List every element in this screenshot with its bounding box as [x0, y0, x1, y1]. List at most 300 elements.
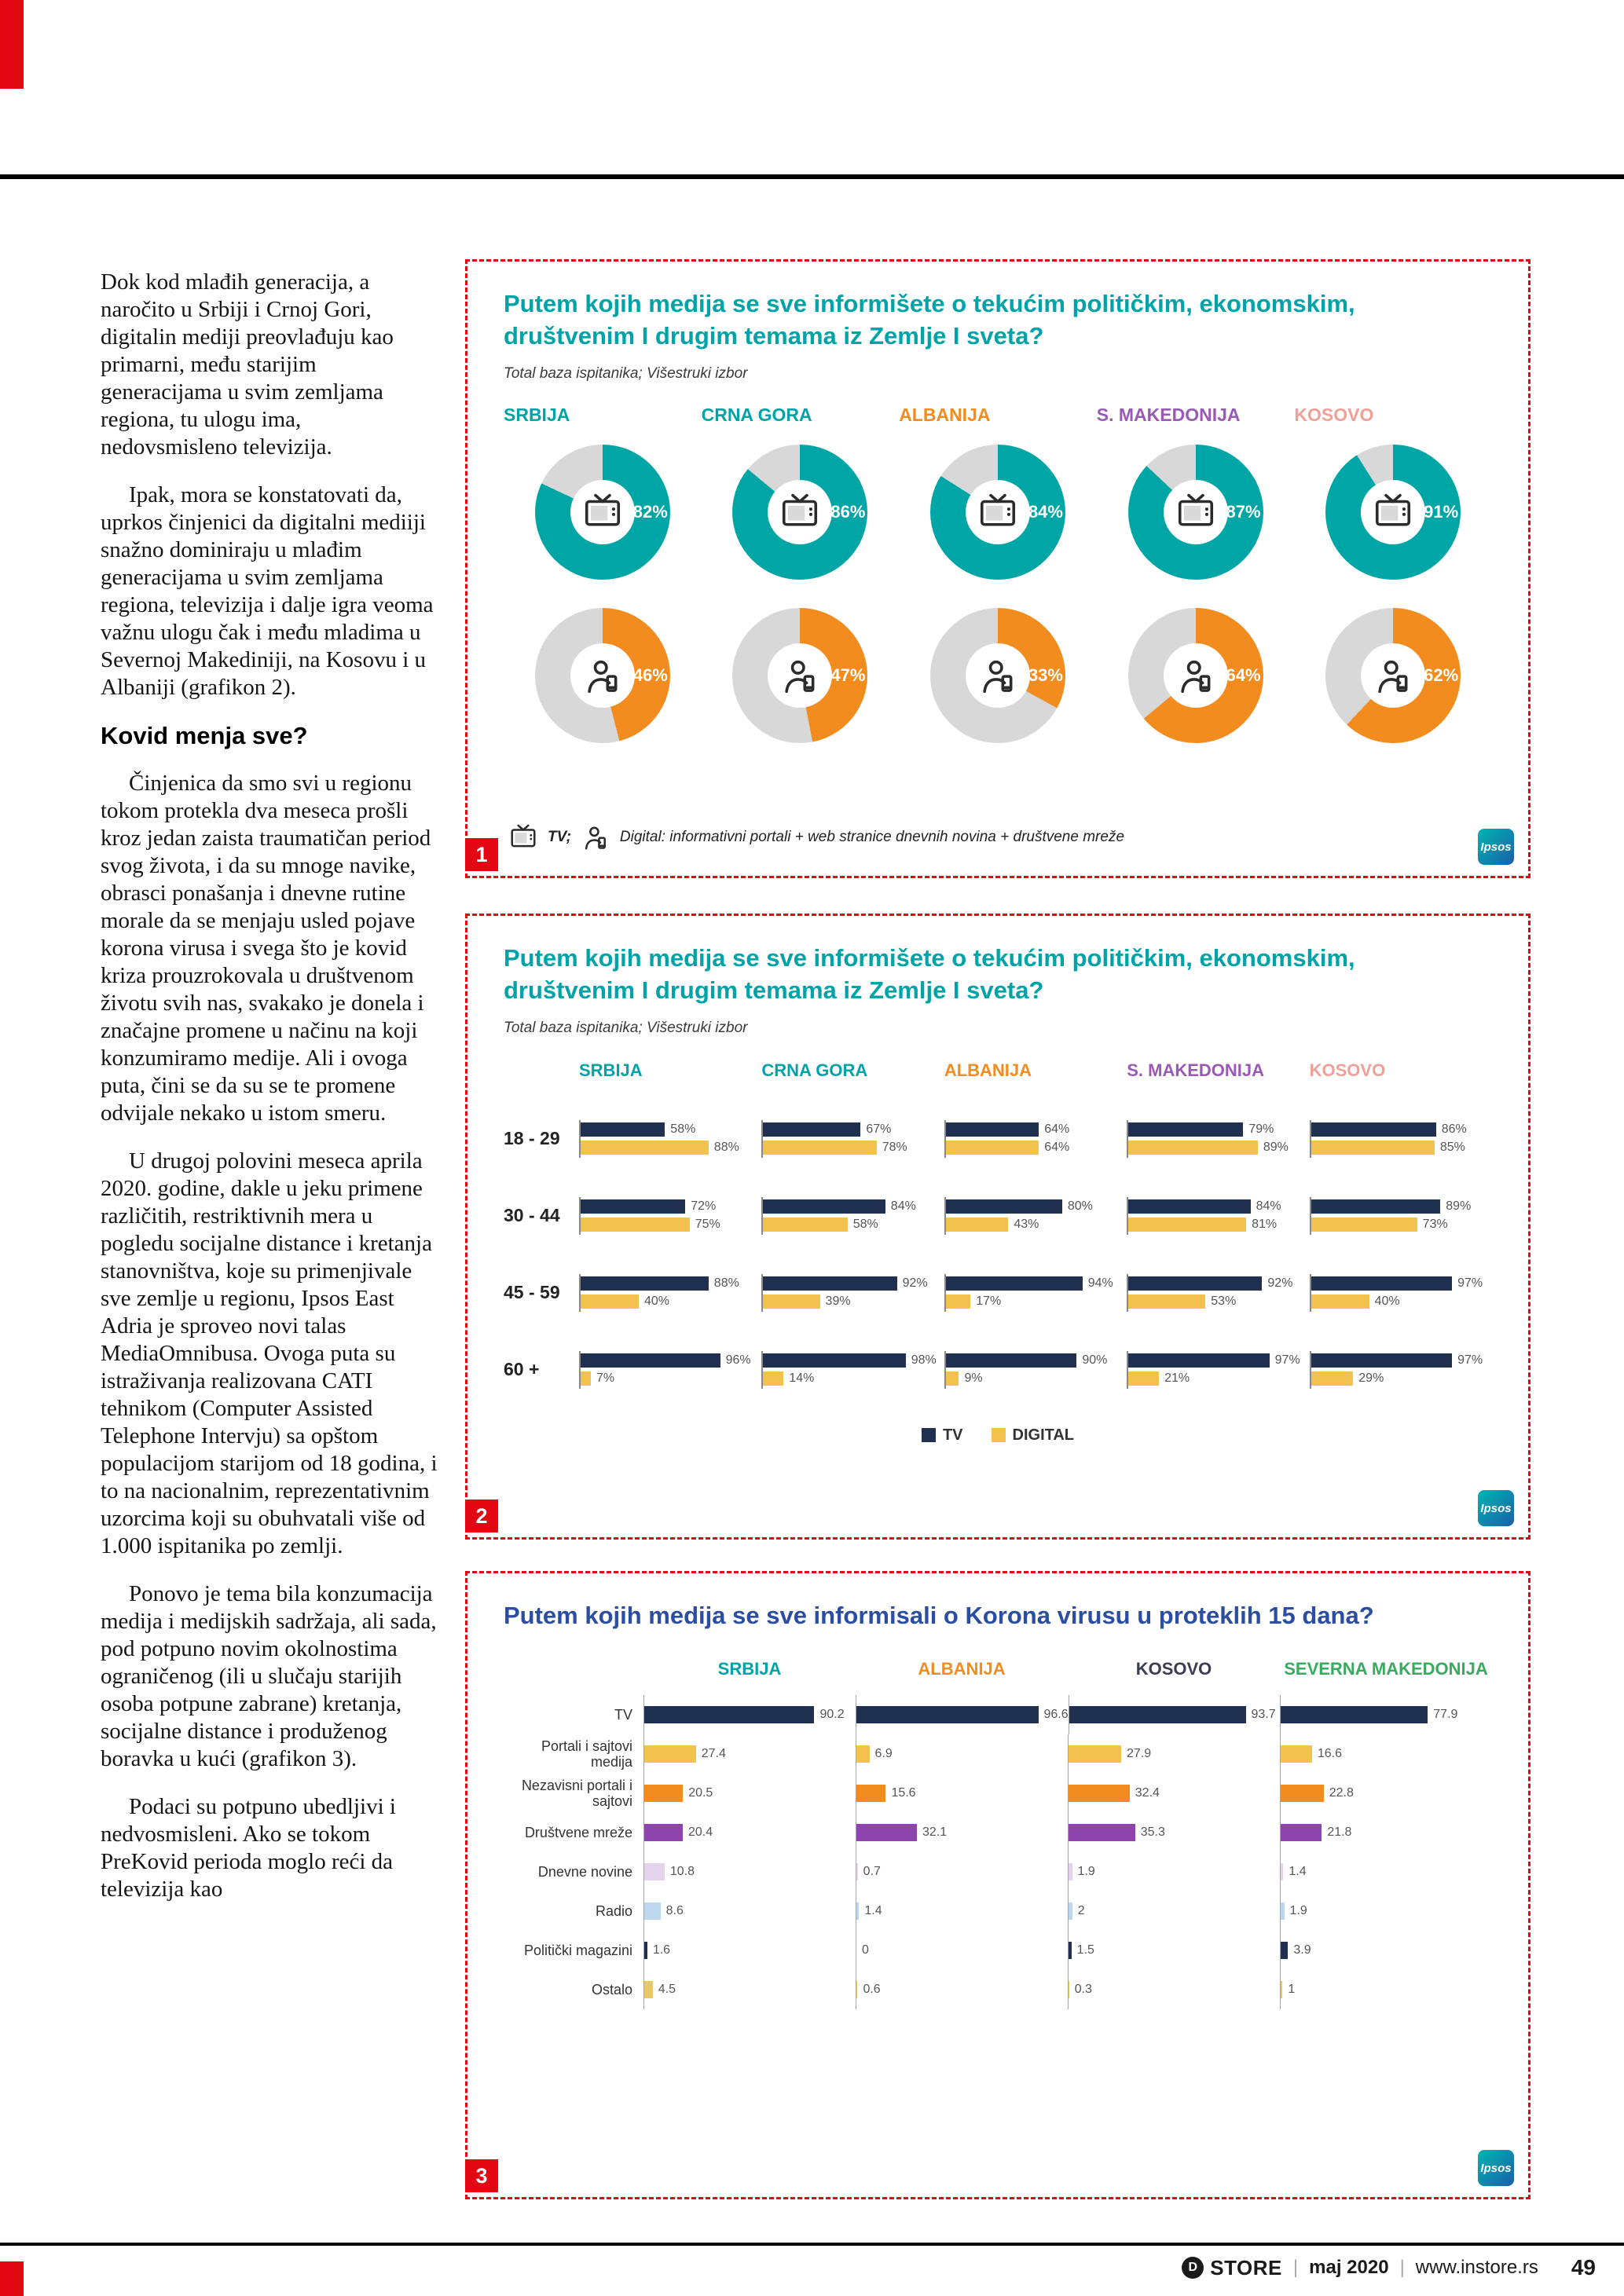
country-bar-cell: [643, 1852, 856, 1891]
bar-tv: [1311, 1276, 1452, 1291]
bar-digital: [581, 1294, 639, 1309]
bar-value-label: 75%: [695, 1218, 720, 1232]
bar-row-tv: [946, 1198, 1127, 1216]
bar-row-tv: [763, 1275, 944, 1293]
country-bar-group: [944, 1120, 1127, 1158]
country-header: ALBANIJA: [918, 1658, 1006, 1679]
bar-fill: [1281, 1706, 1428, 1723]
country-header-row: [504, 1659, 1492, 1679]
country-bar-group: [1310, 1351, 1492, 1389]
page-number: 49: [1571, 2255, 1596, 2280]
bar-value-label: 88%: [713, 1276, 739, 1291]
category-label: TV: [614, 1706, 632, 1723]
legend-swatch: [992, 1428, 1006, 1442]
bar-digital: [946, 1218, 1009, 1232]
bar-value-label: 89%: [1446, 1199, 1472, 1214]
age-row: [504, 1351, 1492, 1389]
bar-tv: [946, 1122, 1039, 1137]
bar-row-tv: [763, 1121, 944, 1139]
media-category-row: [504, 1774, 1492, 1813]
bar-value-label: 79%: [1248, 1122, 1274, 1137]
top-rule: [0, 174, 1624, 179]
bar-value-label: 58%: [852, 1218, 878, 1232]
bar-row-digital: [1128, 1139, 1309, 1157]
country-bar-group: [1310, 1120, 1492, 1158]
bar-value-label: 1.9: [1077, 1864, 1095, 1878]
bar-fill: [1069, 1863, 1072, 1880]
bar-value-label: 29%: [1358, 1371, 1384, 1386]
bar-row-tv: [581, 1352, 761, 1370]
bar-row-digital: [763, 1216, 944, 1234]
bar-value-label: 10.8: [669, 1864, 695, 1878]
donut-digital: [1128, 608, 1263, 743]
bar-value-label: 93.7: [1251, 1707, 1276, 1721]
bar-value-label: 84%: [1256, 1199, 1281, 1214]
bar-digital: [581, 1141, 709, 1155]
country-bar-cell: [856, 1734, 1068, 1774]
bar-value-label: 21.8: [1327, 1825, 1352, 1839]
bar-value-label: 8.6: [665, 1903, 684, 1917]
bar-value-label: 14%: [789, 1371, 815, 1386]
bar-value-label: 32.1: [922, 1825, 948, 1839]
country-bar-group: [1310, 1274, 1492, 1312]
donut-hole: [570, 480, 635, 544]
bar-row-tv: [1311, 1352, 1492, 1370]
bar-value-label: 72%: [691, 1199, 717, 1214]
donut-value-label: 84%: [1028, 501, 1063, 522]
donut-value-label: 82%: [632, 501, 668, 522]
bar-row-digital: [1128, 1293, 1309, 1311]
bar-digital: [1311, 1141, 1435, 1155]
bar-value-label: 90%: [1082, 1353, 1108, 1368]
country-bar-group: [761, 1197, 944, 1235]
country-bar-group: [944, 1274, 1127, 1312]
country-column: [899, 405, 1097, 743]
bar-digital: [581, 1371, 591, 1386]
bar-row-tv: [946, 1352, 1127, 1370]
bar-value-label: 73%: [1422, 1218, 1448, 1232]
country-bar-cell: [643, 1970, 856, 2009]
digital-icon: [1372, 654, 1414, 697]
country-column: [702, 405, 900, 743]
bar-value-label: 39%: [825, 1294, 851, 1309]
bar-value-label: 15.6: [891, 1785, 916, 1800]
bar-tv: [1128, 1276, 1262, 1291]
country-bar-cell: [856, 1970, 1068, 2009]
bar-digital: [581, 1218, 690, 1232]
grouped-bar-chart: [504, 1060, 1492, 1445]
bar-fill: [856, 1863, 858, 1880]
country-bar-group: [1310, 1197, 1492, 1235]
bar-chart-body: [504, 1695, 1492, 2009]
bar-value-label: 1.6: [652, 1943, 671, 1957]
country-column: [1294, 405, 1492, 743]
section-heading: Kovid menja sve?: [101, 722, 308, 749]
bar-tv: [1311, 1122, 1436, 1137]
legend-item: [992, 1426, 1075, 1445]
bar-value-label: 40%: [1374, 1294, 1400, 1309]
figure-grafikon-1: [465, 259, 1531, 878]
country-bar-cell: [643, 1813, 856, 1852]
country-header-row: [504, 1060, 1492, 1081]
bar-digital: [1128, 1141, 1258, 1155]
bar-fill: [1281, 1942, 1288, 1959]
category-label: Ostalo: [591, 1981, 632, 1998]
donut-hole: [966, 643, 1030, 708]
bar-row-tv: [1311, 1275, 1492, 1293]
bar-tv: [763, 1199, 885, 1214]
country-bar-cell: [1280, 1813, 1492, 1852]
bar-tv: [946, 1199, 1062, 1214]
chart-title: Putem kojih medija se sve informišete o tekućim političkim, ekonomskim, društvenim I drugim temama iz Zemlje I sveta?: [504, 290, 1355, 350]
bar-tv: [763, 1353, 905, 1368]
bar-value-label: 97%: [1457, 1276, 1483, 1291]
country-bar-group: [579, 1197, 761, 1235]
circle-d-icon: D: [1182, 2257, 1204, 2279]
bar-value-label: 1.4: [864, 1903, 882, 1917]
country-bar-cell: [856, 1813, 1068, 1852]
country-header: KOSOVO: [1309, 1060, 1386, 1080]
donut-hole: [570, 643, 635, 708]
country-bar-cell: [856, 1891, 1068, 1931]
bar-value-label: 90.2: [819, 1707, 845, 1721]
bar-value-label: 32.4: [1135, 1785, 1160, 1800]
donut-hole: [1361, 480, 1425, 544]
country-bar-cell: [1280, 1970, 1492, 2009]
bar-value-label: 6.9: [874, 1746, 893, 1760]
bar-tv: [946, 1353, 1077, 1368]
donut-value-label: 87%: [1226, 501, 1261, 522]
donut-value-label: 86%: [830, 501, 866, 522]
ipsos-logo: Ipsos: [1478, 2150, 1514, 2186]
bar-fill: [1281, 1745, 1312, 1763]
bar-value-label: 40%: [644, 1294, 670, 1309]
bar-row-digital: [1311, 1370, 1492, 1388]
country-bar-group: [579, 1351, 761, 1389]
media-category-row: [504, 1852, 1492, 1891]
donut-value-label: 62%: [1424, 665, 1459, 685]
bar-value-label: 1.4: [1289, 1864, 1307, 1878]
bar-fill: [644, 1706, 814, 1723]
donut-digital: [930, 608, 1065, 743]
bar-value-label: 20.4: [687, 1825, 713, 1839]
country-bar-cell: [1068, 1931, 1280, 1970]
ipsos-logo: Ipsos: [1478, 1490, 1514, 1526]
bar-value-label: 43%: [1014, 1218, 1039, 1232]
paragraph: Ponovo je tema bila konzumacija medija i medijskih sadržaja, ali sada, pod potpuno novim okolnostima ograničenog (ili u slučaju starijih osoba potpune zabrane) kretanja, socijalne distance i produženog boravka u kući (grafikon 3).: [101, 1581, 437, 1771]
bar-digital: [946, 1294, 970, 1309]
donut-hole: [1164, 643, 1228, 708]
bar-row-digital: [1128, 1216, 1309, 1234]
bar-fill: [644, 1942, 647, 1959]
issue-date: maj 2020: [1309, 2257, 1389, 2278]
donut-digital: [732, 608, 867, 743]
bar-row-digital: [581, 1216, 761, 1234]
brand-name: STORE: [1210, 2255, 1282, 2280]
bar-fill: [1069, 1706, 1246, 1723]
legend-label: DIGITAL: [1012, 1426, 1075, 1444]
bar-row-digital: [946, 1293, 1127, 1311]
bar-value-label: 97%: [1457, 1353, 1483, 1368]
legend-item: [922, 1426, 963, 1445]
bar-value-label: 0: [862, 1943, 869, 1957]
bar-value-label: 98%: [911, 1353, 937, 1368]
bar-value-label: 92%: [1267, 1276, 1293, 1291]
bar-value-label: 0.3: [1074, 1982, 1092, 1996]
bar-digital: [1311, 1294, 1369, 1309]
bar-row-digital: [763, 1293, 944, 1311]
bar-fill: [856, 1824, 917, 1841]
bar-fill: [644, 1981, 653, 1998]
age-row: [504, 1120, 1492, 1158]
digital-icon: [779, 654, 821, 697]
bar-digital: [1311, 1371, 1354, 1386]
separator: |: [1399, 2257, 1405, 2278]
country-bar-cell: [856, 1695, 1069, 1734]
donut-value-label: 33%: [1028, 665, 1063, 685]
figure-number-badge: 3: [465, 2159, 498, 2192]
donut-hole: [768, 480, 832, 544]
country-bar-cell: [1280, 1852, 1492, 1891]
top-left-red-mark: [0, 0, 24, 89]
bar-row-digital: [581, 1293, 761, 1311]
bar-row-digital: [1311, 1293, 1492, 1311]
website-url: www.instore.rs: [1415, 2257, 1538, 2278]
chart-title: Putem kojih medija se sve informišete o tekućim političkim, ekonomskim, društvenim I drugim temama iz Zemlje I sveta?: [504, 944, 1355, 1004]
country-header: SEVERNA MAKEDONIJA: [1284, 1658, 1488, 1679]
bar-row-digital: [946, 1139, 1127, 1157]
bar-value-label: 64%: [1044, 1141, 1070, 1155]
bar-value-label: 67%: [866, 1122, 892, 1137]
bar-fill: [1281, 1863, 1283, 1880]
bar-row-digital: [946, 1216, 1127, 1234]
age-group-label: 30 - 44: [504, 1205, 560, 1226]
bar-value-label: 64%: [1044, 1122, 1070, 1137]
bar-row-tv: [1311, 1198, 1492, 1216]
tv-icon: [779, 491, 821, 533]
figure-grafikon-2: [465, 914, 1531, 1540]
country-header: CRNA GORA: [761, 1060, 868, 1080]
age-row: [504, 1274, 1492, 1312]
bar-fill: [856, 1981, 857, 1998]
bar-digital: [763, 1218, 847, 1232]
country-header: SRBIJA: [579, 1060, 643, 1080]
bar-fill: [644, 1824, 683, 1841]
bar-value-label: 58%: [670, 1122, 696, 1137]
country-bar-cell: [1280, 1774, 1492, 1813]
country-bar-group: [761, 1120, 944, 1158]
article-column: [101, 269, 440, 2236]
country-header: KOSOVO: [1135, 1658, 1212, 1679]
donut-tv: [535, 445, 670, 580]
digital-icon: [1175, 654, 1217, 697]
country-bar-cell: [856, 1931, 1068, 1970]
country-bar-cell: [643, 1931, 856, 1970]
bar-value-label: 2: [1077, 1903, 1085, 1917]
bar-value-label: 88%: [713, 1141, 739, 1155]
country-label: ALBANIJA: [899, 404, 991, 425]
bar-fill: [1069, 1942, 1072, 1959]
chart-title: Putem kojih medija se sve informisali o Korona virusu u proteklih 15 dana?: [504, 1602, 1374, 1629]
tv-icon: [977, 491, 1019, 533]
bar-value-label: 35.3: [1140, 1825, 1165, 1839]
donut-value-label: 64%: [1226, 665, 1261, 685]
figure-number-badge: 2: [465, 1500, 498, 1532]
donut-digital: [1325, 608, 1461, 743]
chart-subtitle: Total baza ispitanika; Višestruki izbor: [504, 1019, 748, 1036]
bar-value-label: 1.5: [1076, 1943, 1094, 1957]
bottom-left-red-mark: [0, 2261, 24, 2296]
bar-digital: [763, 1141, 876, 1155]
donut-hole: [1164, 480, 1228, 544]
age-group-label: 60 +: [504, 1359, 540, 1380]
country-bar-cell: [1068, 1734, 1280, 1774]
bar-fill: [1069, 1824, 1135, 1841]
bar-tv: [763, 1276, 896, 1291]
paragraph: Podaci su potpuno ubedljivi i nedvosmisleni. Ako se tokom PreKovid perioda moglo reći da televizija kao: [101, 1794, 396, 1902]
bar-value-label: 96.6: [1043, 1707, 1069, 1721]
bar-value-label: 1: [1288, 1982, 1296, 1996]
bar-row-tv: [763, 1352, 944, 1370]
bar-row-tv: [763, 1198, 944, 1216]
page-footer: [1182, 2255, 1596, 2280]
legend-tv-label: TV;: [548, 829, 571, 845]
donut-hole: [966, 480, 1030, 544]
digital-icon: [581, 654, 624, 697]
bar-fill: [644, 1902, 661, 1920]
bar-value-label: 92%: [902, 1276, 928, 1291]
bar-fill: [1281, 1785, 1324, 1802]
bar-value-label: 16.6: [1317, 1746, 1342, 1760]
bar-row-digital: [581, 1139, 761, 1157]
bar-value-label: 97%: [1274, 1353, 1300, 1368]
country-bar-cell: [1068, 1970, 1280, 2009]
bar-tv: [1128, 1353, 1269, 1368]
country-bar-cell: [1068, 1852, 1280, 1891]
bar-tv: [1128, 1199, 1250, 1214]
separator: |: [1292, 2257, 1299, 2278]
category-bar-chart: [504, 1659, 1492, 2009]
country-header: SRBIJA: [717, 1658, 782, 1679]
donut-digital: [535, 608, 670, 743]
bar-value-label: 53%: [1211, 1294, 1237, 1309]
bar-value-label: 4.5: [658, 1982, 676, 1996]
bar-value-label: 94%: [1087, 1276, 1113, 1291]
donut-tv: [930, 445, 1065, 580]
bar-digital: [1128, 1294, 1205, 1309]
country-bar-group: [761, 1351, 944, 1389]
bar-value-label: 27.9: [1126, 1746, 1152, 1760]
donut-value-label: 46%: [632, 665, 668, 685]
country-label: SRBIJA: [504, 404, 570, 425]
paragraph: Dok kod mlađih generacija, a naročito u Srbiji i Crnoj Gori, digitalin mediji preovlađuju kao primarni, među starijim generacijama u svim zemljama regiona, tu ulogu ima, nedovsmisleno televizija.: [101, 269, 394, 460]
tv-icon: [508, 822, 538, 852]
country-bar-cell: [643, 1695, 856, 1734]
media-category-row: [504, 1734, 1492, 1774]
brand: [1182, 2256, 1282, 2280]
country-bar-cell: [1068, 1774, 1280, 1813]
bar-value-label: 85%: [1439, 1141, 1465, 1155]
bar-digital: [1128, 1371, 1159, 1386]
legend-label: TV: [942, 1426, 963, 1444]
bar-value-label: 80%: [1067, 1199, 1093, 1214]
tv-icon: [581, 491, 624, 533]
bar-fill: [856, 1785, 885, 1802]
chart-legend: [504, 1426, 1492, 1445]
media-category-row: [504, 1813, 1492, 1852]
bar-value-label: 0.6: [863, 1982, 881, 1996]
country-bar-group: [579, 1120, 761, 1158]
bar-tv: [581, 1122, 665, 1137]
bar-value-label: 96%: [725, 1353, 751, 1368]
legend-digital-label: Digital: informativni portali + web stranice dnevnih novina + društvene mreže: [619, 829, 1125, 845]
bar-tv: [1311, 1353, 1452, 1368]
bar-row-digital: [946, 1370, 1127, 1388]
country-bar-group: [1127, 1120, 1309, 1158]
donut-value-label: 91%: [1424, 501, 1459, 522]
country-label: KOSOVO: [1294, 404, 1374, 425]
paragraph: Ipak, mora se konstatovati da, uprkos činjenici da digitalni mediiji snažno dominiraju u mlađim generacijama u svim zemljama regiona, televizija i dalje igra veoma važnu ulogu čak i među mladima u Severnoj Makediniji, na Kosovu i u Albaniji (grafikon 2).: [101, 482, 434, 700]
bar-row-tv: [946, 1121, 1127, 1139]
figure-grafikon-3: [465, 1571, 1531, 2199]
donut-tv: [1128, 445, 1263, 580]
bar-value-label: 1.9: [1289, 1903, 1307, 1917]
country-bar-group: [761, 1274, 944, 1312]
category-label: Nezavisni portali i sajtovi: [521, 1777, 632, 1809]
bar-row-digital: [763, 1139, 944, 1157]
bar-row-tv: [1128, 1275, 1309, 1293]
bar-fill: [1281, 1981, 1282, 1998]
country-bar-cell: [856, 1774, 1068, 1813]
country-header: ALBANIJA: [944, 1060, 1032, 1080]
country-bar-cell: [1068, 1891, 1280, 1931]
bar-value-label: 84%: [890, 1199, 916, 1214]
bar-fill: [644, 1745, 696, 1763]
country-column: [504, 405, 702, 743]
bar-value-label: 9%: [964, 1371, 983, 1386]
country-bar-group: [1127, 1197, 1309, 1235]
country-bar-group: [579, 1274, 761, 1312]
tv-icon: [1175, 491, 1217, 533]
bar-value-label: 27.4: [701, 1746, 726, 1760]
bar-row-digital: [1311, 1139, 1492, 1157]
digital-icon: [581, 822, 610, 852]
bar-tv: [581, 1276, 709, 1291]
category-column-spacer: [504, 1659, 643, 1679]
category-label: Politički magazini: [523, 1942, 632, 1958]
age-row: [504, 1197, 1492, 1235]
bar-row-tv: [581, 1121, 761, 1139]
media-category-row: [504, 1695, 1492, 1734]
bar-row-digital: [763, 1370, 944, 1388]
country-header: S. MAKEDONIJA: [1127, 1060, 1265, 1080]
country-bar-group: [1127, 1274, 1309, 1312]
bar-row-tv: [1128, 1121, 1309, 1139]
chart-legend: [508, 822, 1124, 852]
bar-value-label: 20.5: [688, 1785, 713, 1800]
donut-tv: [732, 445, 867, 580]
bar-value-label: 17%: [976, 1294, 1002, 1309]
bar-digital: [946, 1141, 1039, 1155]
bar-tv: [581, 1199, 685, 1214]
bar-value-label: 86%: [1441, 1122, 1467, 1137]
country-column: [1097, 405, 1295, 743]
country-bar-cell: [643, 1891, 856, 1931]
bar-tv: [946, 1276, 1083, 1291]
bar-row-digital: [1311, 1216, 1492, 1234]
country-bar-cell: [1280, 1931, 1492, 1970]
bar-value-label: 0.7: [863, 1864, 881, 1878]
